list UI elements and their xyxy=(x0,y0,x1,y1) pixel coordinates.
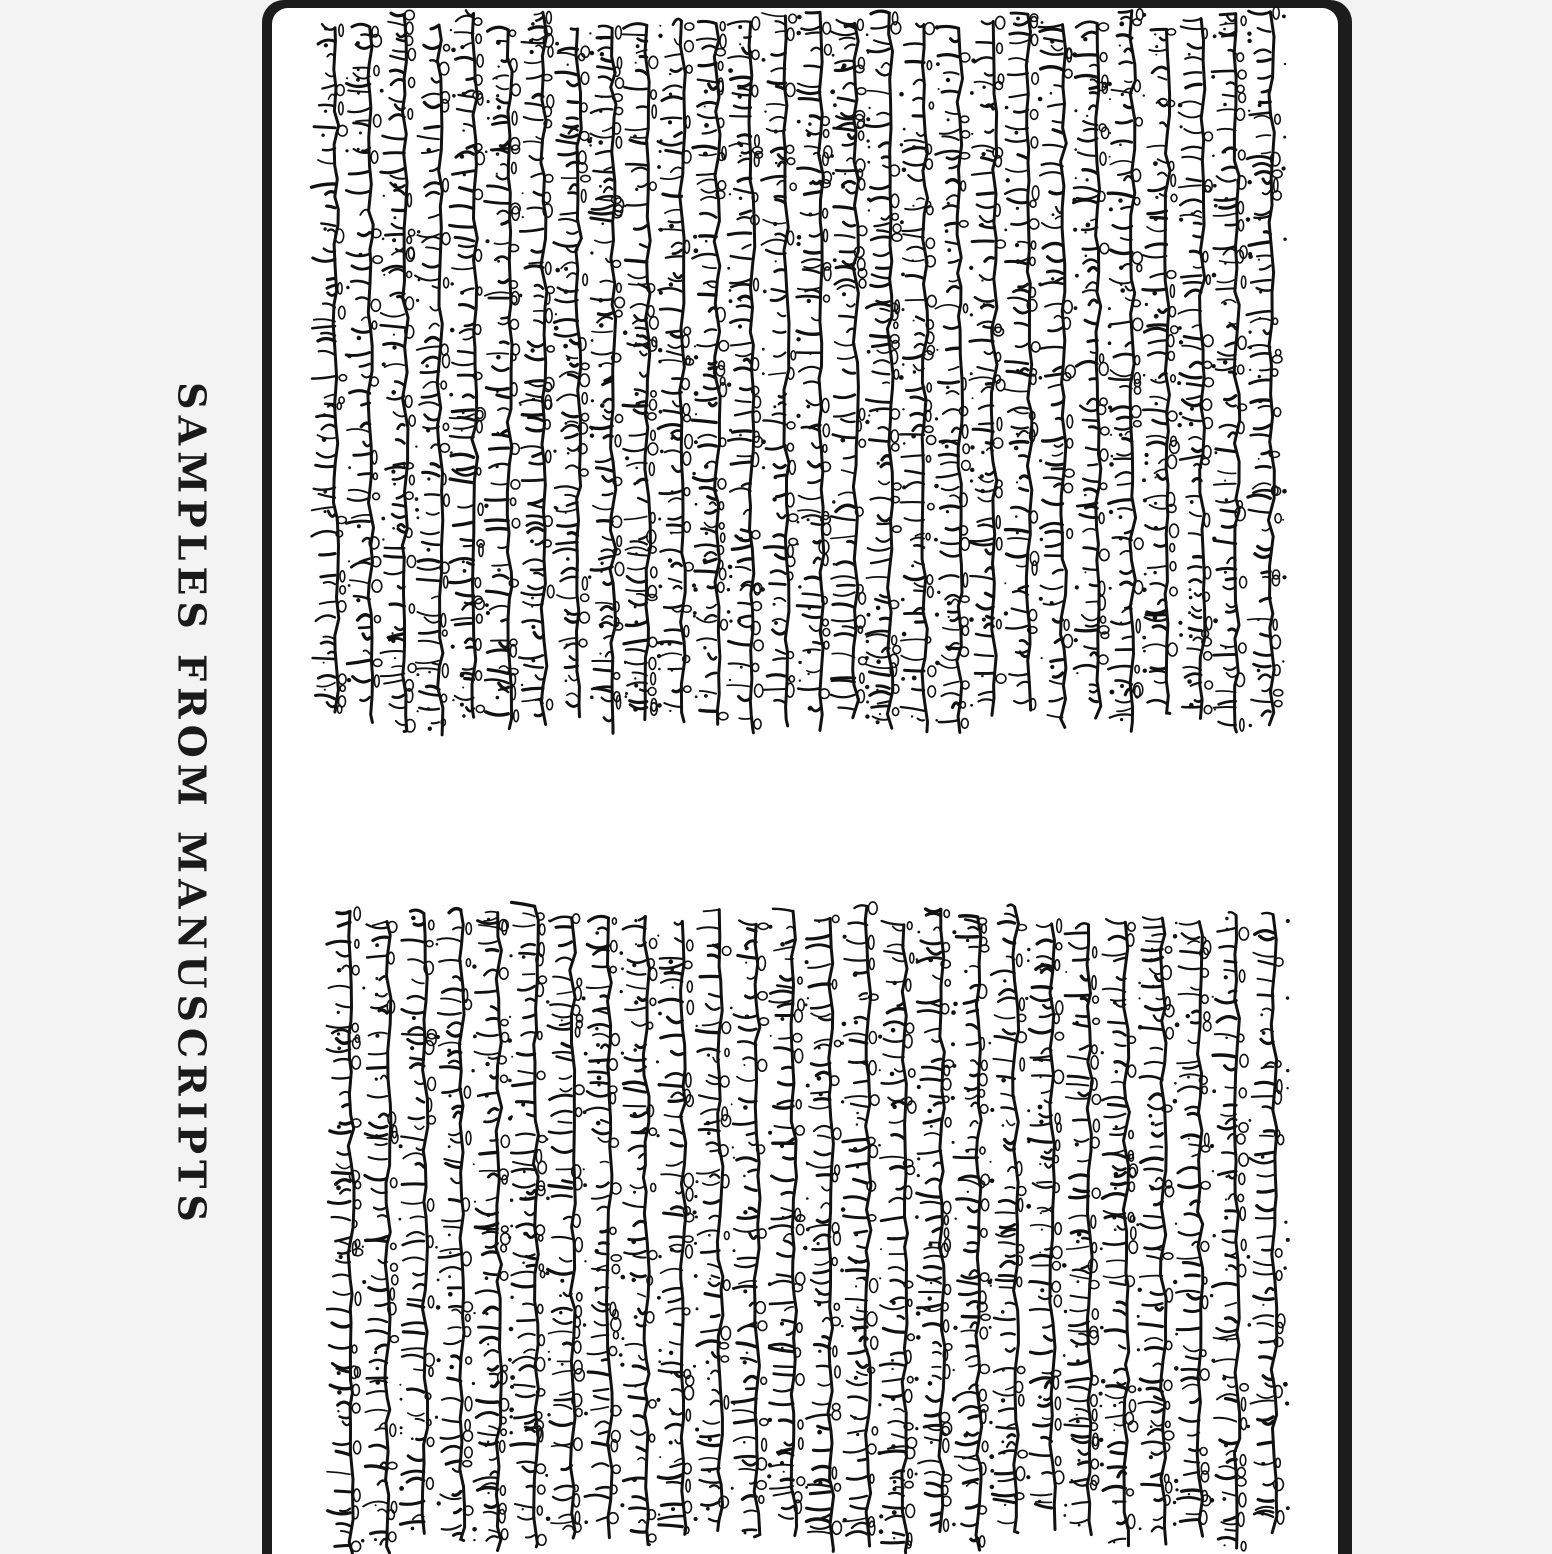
manuscript-line xyxy=(769,909,809,1536)
manuscript-line xyxy=(437,909,477,1542)
manuscript-line xyxy=(1039,25,1079,728)
manuscript-line xyxy=(1213,912,1252,1551)
manuscript-line xyxy=(658,19,699,722)
manuscript-line xyxy=(969,16,1010,715)
manuscript-line xyxy=(797,12,837,730)
manuscript-line xyxy=(511,902,551,1546)
manuscript-line xyxy=(585,916,625,1537)
manuscript-line xyxy=(658,921,699,1534)
manuscript-line xyxy=(623,916,662,1544)
manuscript-line xyxy=(548,914,588,1538)
manuscript-sample-top xyxy=(300,0,1310,750)
manuscript-line xyxy=(415,25,456,735)
manuscript-line xyxy=(1139,917,1180,1544)
manuscript-line xyxy=(900,23,940,732)
manuscript-line xyxy=(732,921,772,1537)
manuscript-line xyxy=(880,921,921,1553)
manuscript-line xyxy=(554,29,595,717)
manuscript-line xyxy=(623,24,664,720)
manuscript-line xyxy=(485,27,524,728)
manuscript-line xyxy=(474,912,515,1551)
manuscript-line xyxy=(727,17,767,733)
manuscript-line xyxy=(450,10,490,717)
manuscript-line xyxy=(954,916,994,1550)
manuscript-line xyxy=(1176,922,1216,1537)
manuscript-line xyxy=(346,24,386,722)
manuscript-line xyxy=(1247,7,1287,725)
manuscript-line xyxy=(762,13,802,726)
manuscript-line xyxy=(1143,29,1184,714)
manuscript-line xyxy=(696,910,735,1531)
manuscript-line xyxy=(1108,9,1149,732)
manuscript-line xyxy=(400,910,441,1533)
manuscript-line xyxy=(917,909,958,1532)
manuscript-line xyxy=(589,26,629,733)
manuscript-line xyxy=(692,21,733,724)
manuscript-line xyxy=(991,905,1031,1533)
manuscript-line xyxy=(1212,14,1253,732)
manuscript-sample-bottom xyxy=(315,885,1315,1554)
manuscript-line xyxy=(312,24,352,713)
manuscript-line xyxy=(363,922,404,1553)
manuscript-line xyxy=(327,907,367,1554)
manuscript-line xyxy=(1028,919,1067,1529)
manuscript-line xyxy=(1178,19,1218,719)
manuscript-line xyxy=(381,10,421,732)
manuscript-line xyxy=(1250,913,1290,1533)
manuscript-line xyxy=(1102,919,1142,1546)
manuscript-line xyxy=(519,11,560,724)
manuscript-line xyxy=(1074,22,1115,718)
manuscript-line xyxy=(1004,13,1043,710)
manuscript-image-top xyxy=(300,0,1310,750)
manuscript-line xyxy=(843,902,883,1546)
page-heading: SAMPLES FROM MANUSCRIPTS xyxy=(169,382,215,1228)
manuscript-line xyxy=(806,915,847,1551)
manuscript-line xyxy=(865,11,906,728)
manuscript-image-bottom xyxy=(315,885,1315,1554)
manuscript-line xyxy=(1065,923,1106,1534)
